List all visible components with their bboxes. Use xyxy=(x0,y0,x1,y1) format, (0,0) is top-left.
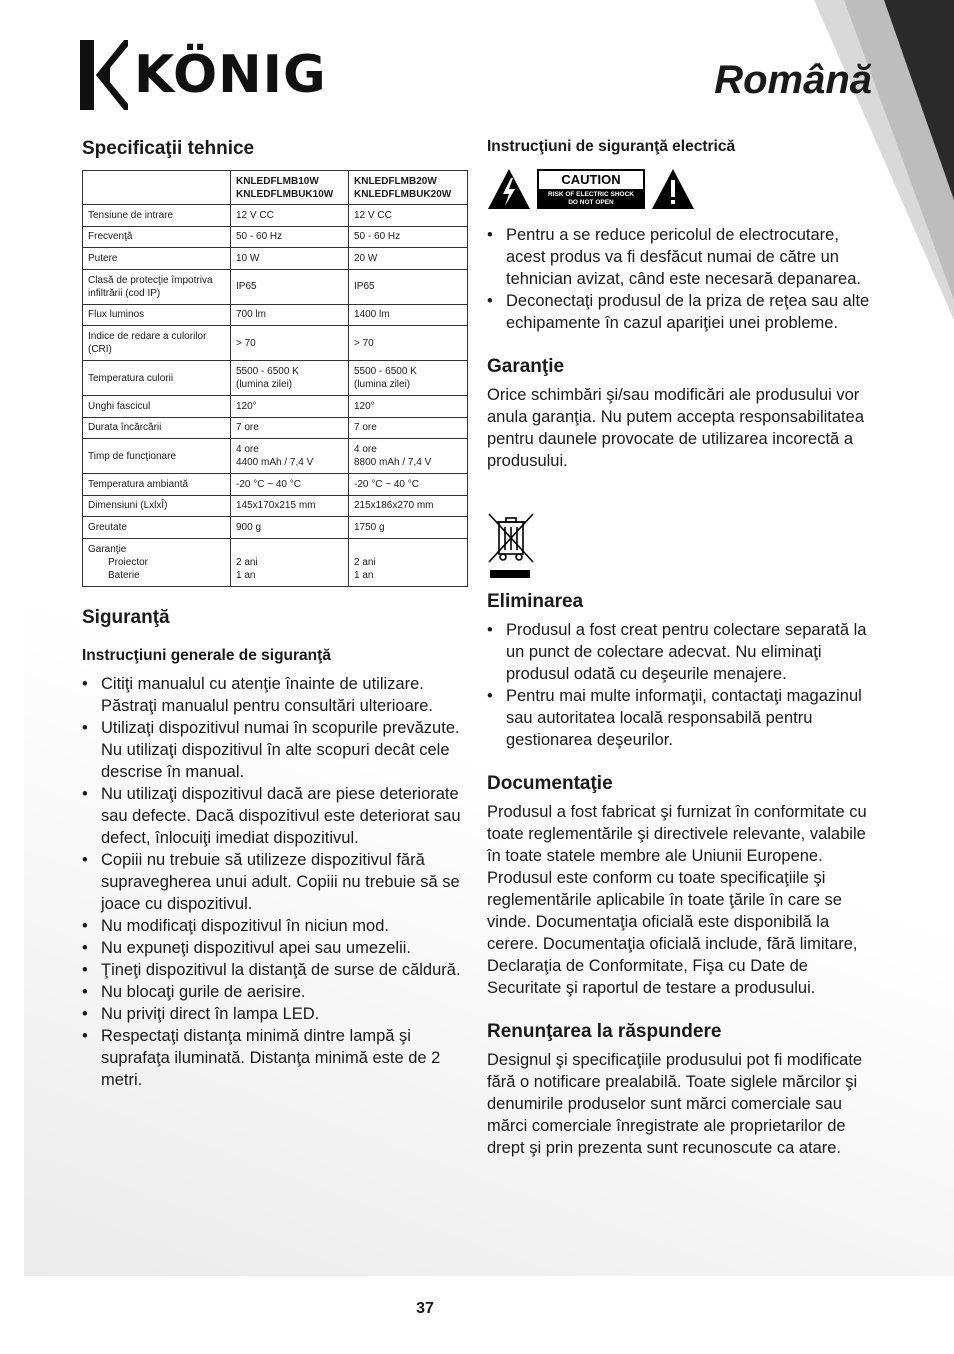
spec-value-20w: 120° xyxy=(349,396,468,418)
spec-label: Dimensiuni (LxlxÎ) xyxy=(83,495,231,517)
warranty-sub-projector: Proiector xyxy=(108,556,149,568)
list-item: • Ţineţi dispozitivul la distanţă de surse de căldură. xyxy=(82,959,472,981)
list-item: • Respectaţi distanţa minimă dintre lampă şi suprafaţa iluminată. Distanţa minimă este de 2 metri. xyxy=(82,1025,472,1091)
caution-label-row xyxy=(487,168,877,210)
table-row xyxy=(83,517,468,539)
spec-table-header xyxy=(83,171,468,205)
caution-title: CAUTION xyxy=(539,171,643,189)
list-item: • Pentru a se reduce pericolul de electrocutare, acest produs va fi desfăcut numai de către un tehnician avizat, când este necesară depanarea. xyxy=(487,224,877,290)
caution-box xyxy=(537,169,645,209)
spec-label: Greutate xyxy=(83,517,231,539)
list-item: • Copiii nu trebuie să utilizeze dispozitivul fără supravegherea unui adult. Copiii nu trebuie să se joace cu dispozitivul. xyxy=(82,849,472,915)
lightning-warning-icon xyxy=(487,168,531,210)
list-item: • Deconectaţi produsul de la priza de reţea sau alte echipamente în cazul apariţiei unei probleme. xyxy=(487,290,877,334)
spec-header-empty xyxy=(83,171,231,205)
general-safety-list xyxy=(82,673,472,1091)
spec-value-10w: 2 ani 1 an xyxy=(231,538,349,586)
spec-value-20w: -20 °C ~ 40 °C xyxy=(349,474,468,496)
list-item: • Nu expuneţi dispozitivul apei sau umezelii. xyxy=(82,937,472,959)
spec-value-10w: 12 V CC xyxy=(231,205,349,227)
electrical-safety-list xyxy=(487,224,877,334)
spec-value-10w: 10 W xyxy=(231,248,349,270)
logo-text: KÖNIG xyxy=(134,45,327,105)
table-row xyxy=(83,226,468,248)
spec-value-20w: 12 V CC xyxy=(349,205,468,227)
table-row xyxy=(83,248,468,270)
spec-value-20w: 7 ore xyxy=(349,417,468,439)
spec-table xyxy=(82,170,468,587)
spec-label: Clasă de protecţie împotriva infiltrării (cod IP) xyxy=(83,269,231,304)
spec-value-20w: 20 W xyxy=(349,248,468,270)
spec-value-10w: -20 °C ~ 40 °C xyxy=(231,474,349,496)
weee-symbol xyxy=(487,512,877,585)
spec-value-10w: 5500 - 6500 K (lumina zilei) xyxy=(231,361,349,396)
right-column xyxy=(487,138,877,1159)
spec-value-20w: IP65 xyxy=(349,269,468,304)
specs-heading: Specificaţii tehnice xyxy=(82,138,255,159)
caution-subtitle: RISK OF ELECTRIC SHOCK DO NOT OPEN xyxy=(539,189,643,207)
left-column xyxy=(82,138,472,1091)
spec-value-20w: 4 ore 8800 mAh / 7,4 V xyxy=(349,439,468,474)
spec-value-10w: 700 lm xyxy=(231,304,349,326)
spec-label: Flux luminos xyxy=(83,304,231,326)
disposal-heading: Eliminarea xyxy=(487,591,584,612)
table-row xyxy=(83,474,468,496)
spec-value-10w: 120° xyxy=(231,396,349,418)
spec-value-20w: > 70 xyxy=(349,326,468,361)
spec-value-10w: > 70 xyxy=(231,326,349,361)
spec-value-10w: 145x170x215 mm xyxy=(231,495,349,517)
spec-value-10w: 7 ore xyxy=(231,417,349,439)
spec-value-20w: 215x186x270 mm xyxy=(349,495,468,517)
page-number: 37 xyxy=(416,1300,434,1317)
spec-value-10w: IP65 xyxy=(231,269,349,304)
warranty-heading: Garanţie xyxy=(487,356,565,377)
disclaimer-heading: Renunţarea la răspundere xyxy=(487,1021,722,1042)
konig-k-mark-icon xyxy=(80,40,128,110)
spec-label: Indice de redare a culorilor (CRI) xyxy=(83,326,231,361)
warranty-label: Garanţie xyxy=(88,543,127,555)
list-item: • Utilizaţi dispozitivul numai în scopurile prevăzute. Nu utilizaţi dispozitivul în alte scopuri decât cele descrise în manual. xyxy=(82,717,472,783)
spec-value-10w: 900 g xyxy=(231,517,349,539)
spec-value-20w: 5500 - 6500 K (lumina zilei) xyxy=(349,361,468,396)
table-row xyxy=(83,439,468,474)
warranty-text: Orice schimbări şi/sau modificări ale produsului vor anula garanţia. Nu putem accepta responsabilitatea pentru daunele provocate de utilizarea incorectă a produsului. xyxy=(487,386,864,470)
documentation-heading: Documentaţie xyxy=(487,773,613,794)
crossed-bin-icon xyxy=(487,512,535,580)
spec-label: Durata încărcării xyxy=(83,417,231,439)
list-item: • Produsul a fost creat pentru colectare separată la un punct de colectare adecvat. Nu eliminaţi produsul odată cu deşeurile menajere. xyxy=(487,619,877,685)
list-item: • Nu modificaţi dispozitivul în niciun mod. xyxy=(82,915,472,937)
spec-label: Putere xyxy=(83,248,231,270)
documentation-text: Produsul a fost fabricat şi furnizat în conformitate cu toate reglementările şi directivele relevante, valabile în toate statele membre ale Uniunii Europene. Produsul este conform cu toate specificaţiile şi reglementările aplicabile în toate ţările în care se vinde. Documentaţia oficială este disponibilă la cerere. Documentaţia oficială include, fără limitare, Declaraţia de Conformitate, Fişa cu Date de Securitate şi raportul de testare a produsului. xyxy=(487,803,867,997)
disposal-list xyxy=(487,619,877,751)
table-row xyxy=(83,396,468,418)
spec-value-10w: 50 - 60 Hz xyxy=(231,226,349,248)
spec-header-model-20w: KNLEDFLMB20W KNLEDFLMBUK20W xyxy=(349,171,468,205)
spec-value-20w: 1400 lm xyxy=(349,304,468,326)
spec-value-20w: 50 - 60 Hz xyxy=(349,226,468,248)
exclamation-warning-icon xyxy=(651,168,695,210)
warranty-sub-battery: Baterie xyxy=(108,569,140,581)
spec-label: Temperatura culorii xyxy=(83,361,231,396)
konig-logo xyxy=(80,40,327,110)
general-safety-heading: Instrucţiuni generale de siguranţă xyxy=(82,646,331,664)
spec-label: Unghi fascicul xyxy=(83,396,231,418)
spec-header-model-10w: KNLEDFLMB10W KNLEDFLMBUK10W xyxy=(231,171,349,205)
list-item: • Nu utilizaţi dispozitivul dacă are piese deteriorate sau defecte. Dacă dispozitivul este deteriorat sau defect, înlocuiţi imediat dispozitivul. xyxy=(82,783,472,849)
electrical-safety-heading: Instrucţiuni de siguranţă electrică xyxy=(487,138,736,155)
list-item: • Pentru mai multe informaţii, contactaţi magazinul sau autoritatea locală responsabilă pentru gestionarea deşeurilor. xyxy=(487,685,877,751)
language-title: Română xyxy=(714,58,872,102)
table-row xyxy=(83,417,468,439)
table-row xyxy=(83,326,468,361)
spec-label: Temperatura ambiantă xyxy=(83,474,231,496)
table-row xyxy=(83,361,468,396)
spec-value-20w: 2 ani 1 an xyxy=(349,538,468,586)
list-item: • Nu priviţi direct în lampa LED. xyxy=(82,1003,472,1025)
spec-value-10w: 4 ore 4400 mAh / 7,4 V xyxy=(231,439,349,474)
spec-label: Frecvenţă xyxy=(83,226,231,248)
list-item: • Citiţi manualul cu atenţie înainte de utilizare. Păstraţi manualul pentru consultări ulterioare. xyxy=(82,673,472,717)
spec-value-20w: 1750 g xyxy=(349,517,468,539)
table-row xyxy=(83,269,468,304)
list-item: • Nu blocaţi gurile de aerisire. xyxy=(82,981,472,1003)
spec-label: Tensiune de intrare xyxy=(83,205,231,227)
safety-heading: Siguranţă xyxy=(82,606,170,628)
disclaimer-text: Designul şi specificaţiile produsului pot fi modificate fără o notificare prealabilă. Toate siglele mărcilor şi denumirile produselor sunt mărci comerciale sau mărci comerciale înregistrate ale proprietarilor de drept şi prin prezenta sunt recunoscute ca atare. xyxy=(487,1051,863,1157)
table-row-warranty xyxy=(83,538,468,586)
spec-label: Timp de funcţionare xyxy=(83,439,231,474)
table-row xyxy=(83,205,468,227)
table-row xyxy=(83,495,468,517)
table-row xyxy=(83,304,468,326)
spec-label xyxy=(83,538,231,586)
